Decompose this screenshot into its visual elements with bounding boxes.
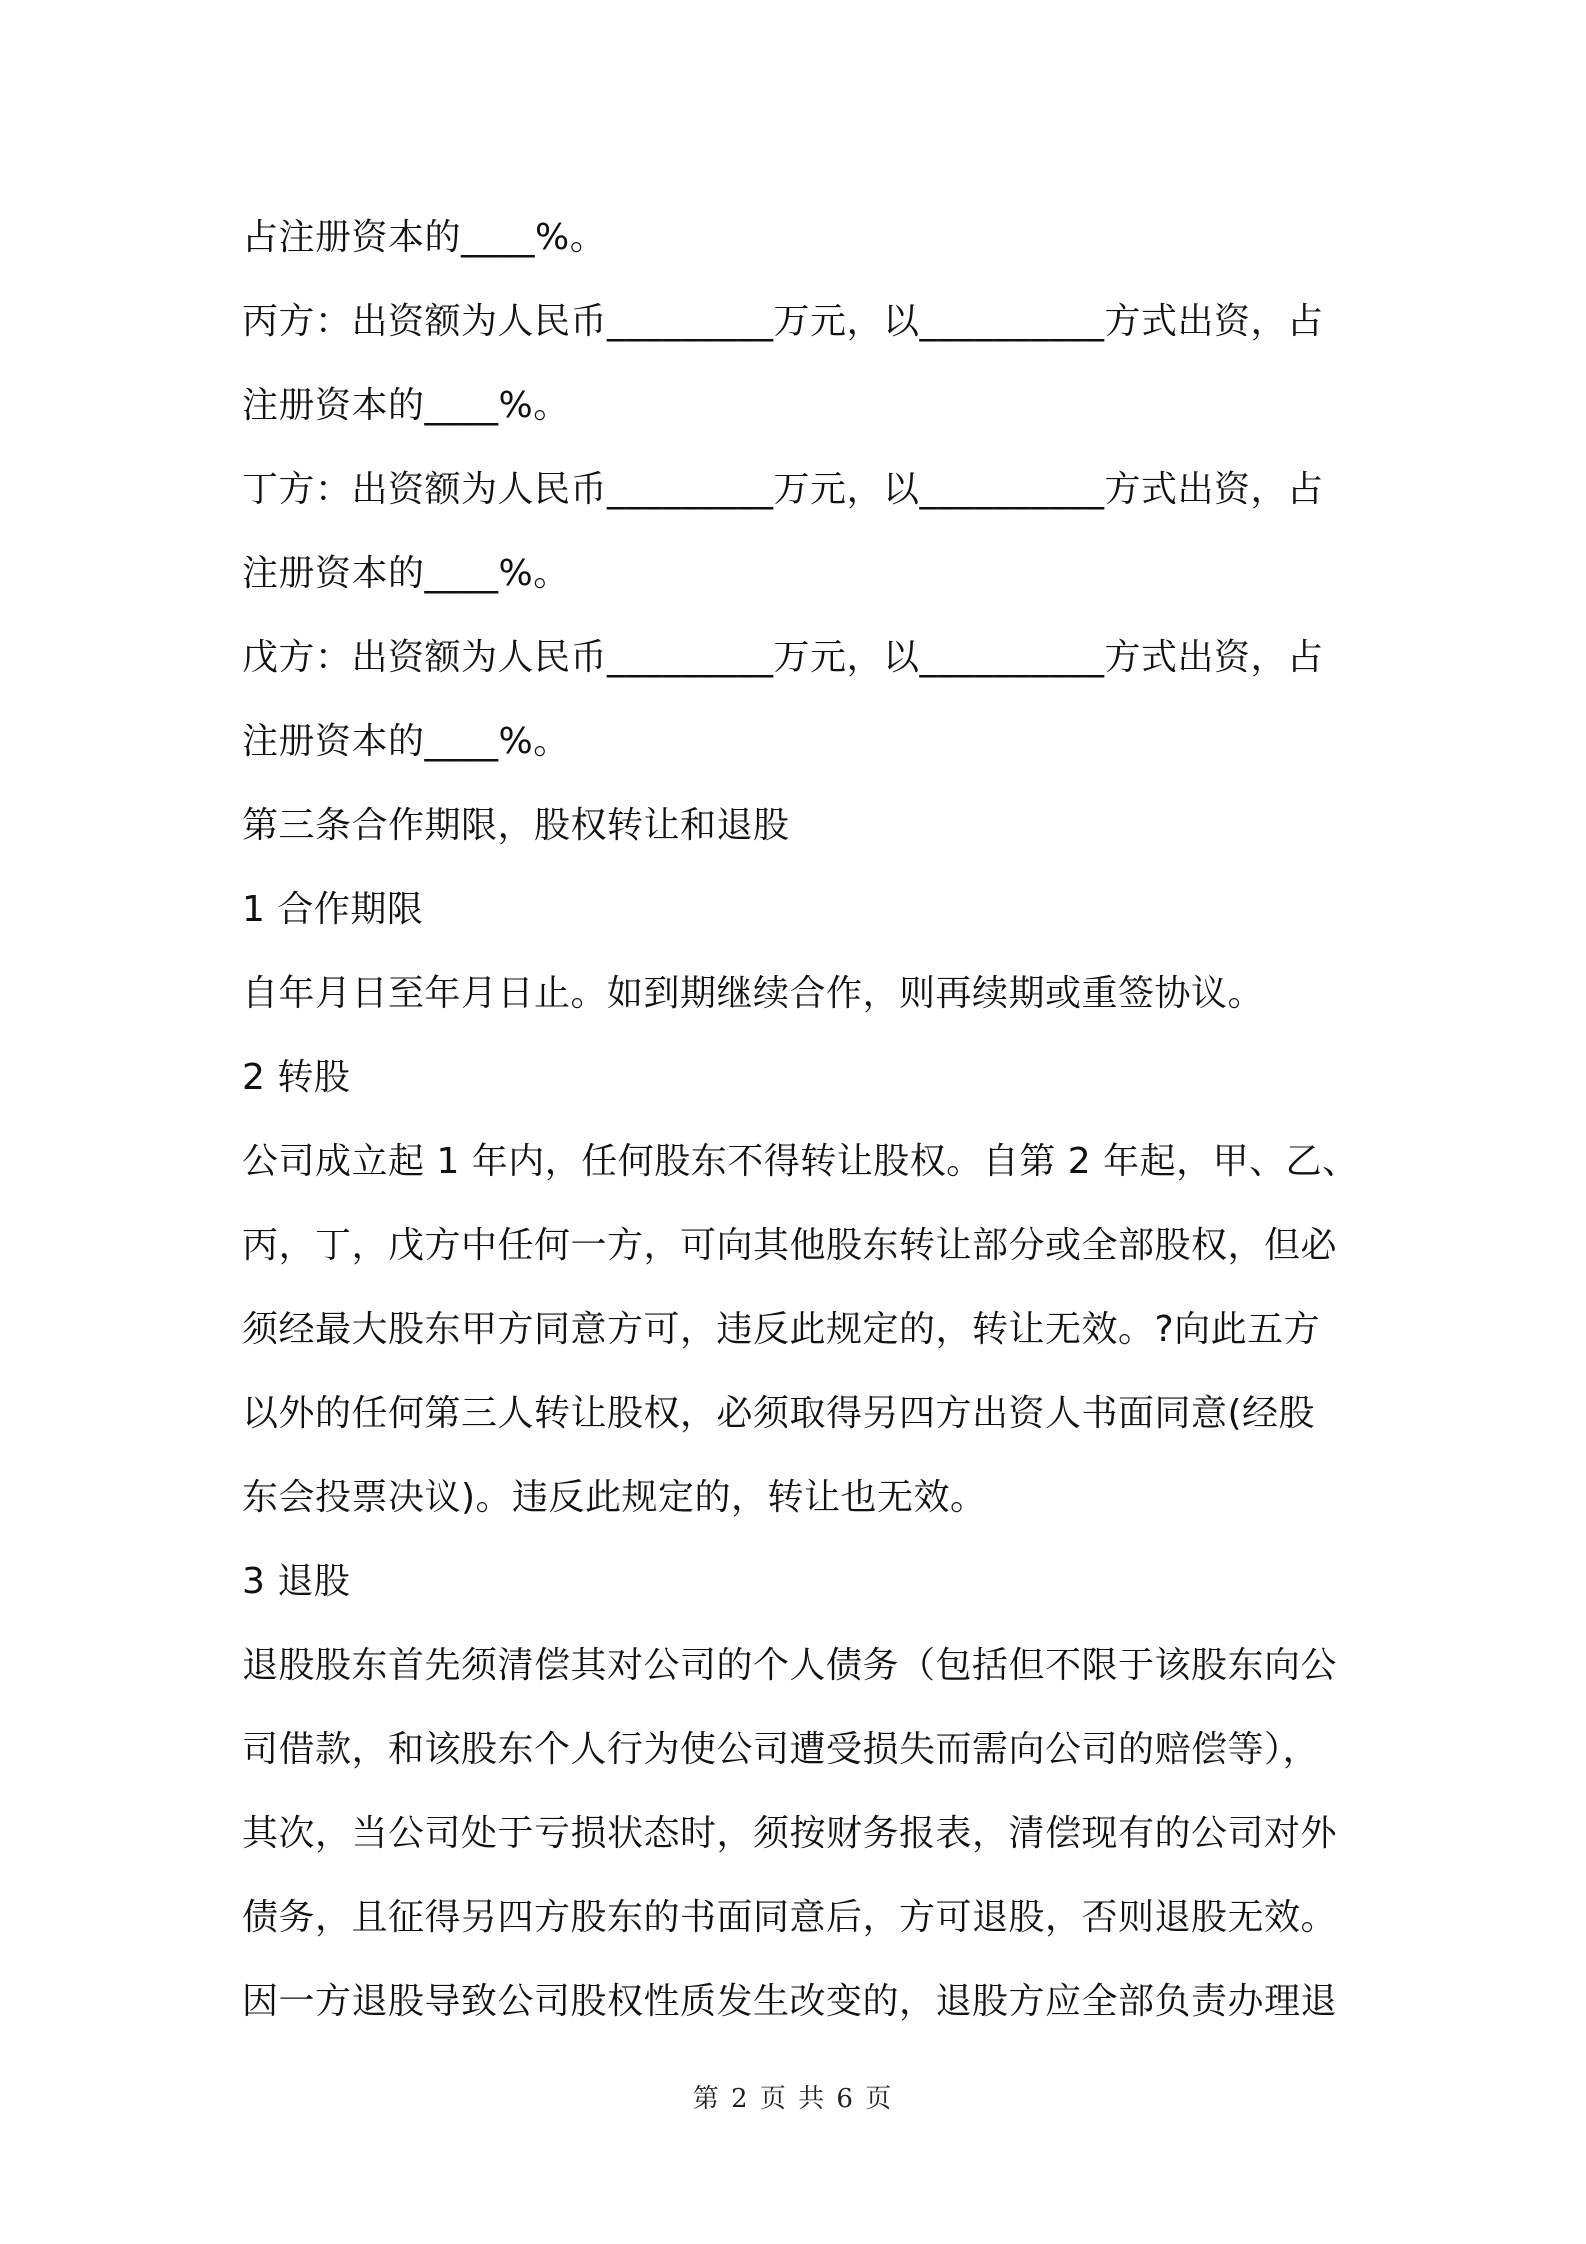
text-line: 丙方：出资额为人民币_________万元，以__________方式出资，占 bbox=[242, 301, 1324, 342]
text-line: 因一方退股导致公司股权性质发生改变的，退股方应全部负责办理退 bbox=[242, 1981, 1338, 2022]
text-line: 注册资本的____%。 bbox=[242, 385, 570, 426]
text-line: 其次，当公司处于亏损状态时，须按财务报表，清偿现有的公司对外 bbox=[242, 1813, 1338, 1854]
text-line: 须经最大股东甲方同意方可，违反此规定的，转让无效。?向此五方 bbox=[242, 1309, 1321, 1350]
subsection-heading: 1 合作期限 bbox=[242, 889, 424, 930]
text-line: 债务，且征得另四方股东的书面同意后，方可退股，否则退股无效。 bbox=[242, 1897, 1338, 1938]
subsection-heading: 2 转股 bbox=[242, 1057, 351, 1098]
text-line: 公司成立起 1 年内，任何股东不得转让股权。自第 2 年起，甲、乙、 bbox=[242, 1141, 1359, 1182]
page-number-footer: 第 2 页 共 6 页 bbox=[692, 2084, 894, 2114]
text-line: 自年月日至年月日止。如到期继续合作，则再续期或重签协议。 bbox=[242, 973, 1265, 1014]
text-line: 注册资本的____%。 bbox=[242, 553, 570, 594]
text-line: 退股股东首先须清偿其对公司的个人债务（包括但不限于该股东向公 bbox=[242, 1645, 1338, 1686]
section-heading: 第三条合作期限，股权转让和退股 bbox=[242, 805, 790, 846]
text-line: 丙，丁，戊方中任何一方，可向其他股东转让部分或全部股权，但必 bbox=[242, 1225, 1338, 1266]
subsection-heading: 3 退股 bbox=[242, 1561, 351, 1602]
text-line: 司借款，和该股东个人行为使公司遭受损失而需向公司的赔偿等）， bbox=[242, 1729, 1320, 1770]
text-line: 以外的任何第三人转让股权，必须取得另四方出资人书面同意(经股 bbox=[242, 1393, 1316, 1434]
text-line: 丁方：出资额为人民币_________万元，以__________方式出资，占 bbox=[242, 469, 1324, 510]
text-line: 占注册资本的____%。 bbox=[242, 217, 607, 258]
document-body bbox=[242, 196, 1362, 2044]
text-line: 注册资本的____%。 bbox=[242, 721, 570, 762]
text-line: 戊方：出资额为人民币_________万元，以__________方式出资，占 bbox=[242, 637, 1324, 678]
text-line: 东会投票决议)。违反此规定的，转让也无效。 bbox=[242, 1477, 987, 1518]
